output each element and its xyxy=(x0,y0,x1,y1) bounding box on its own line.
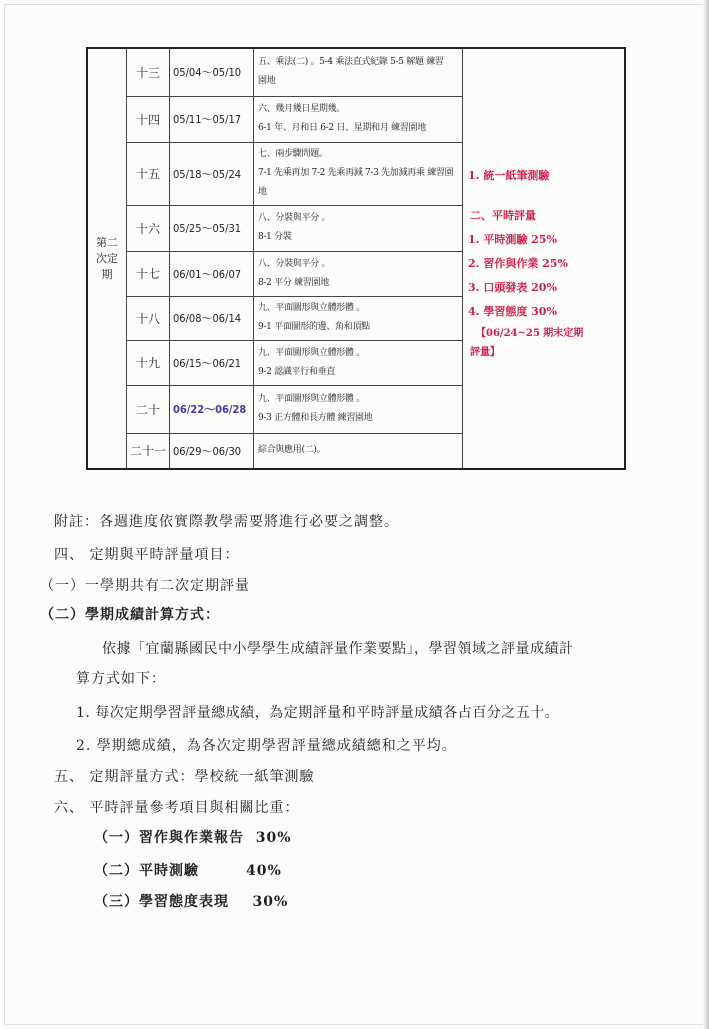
adjustment-note: 附註：各週進度依實際教學需要將進行必要之調整。 xyxy=(54,514,399,530)
period-cell xyxy=(87,48,127,469)
content-cell xyxy=(254,205,463,251)
section-6-heading: 六、 平時評量參考項目與相關比重： xyxy=(54,800,300,816)
week-cell: 二十一 xyxy=(127,433,170,469)
date-cell: 06/01～06/07 xyxy=(170,251,254,296)
week-cell: 十八 xyxy=(127,296,170,340)
content-line: 六、幾月幾日星期幾。 xyxy=(258,104,346,114)
evaluation-cell xyxy=(463,48,626,469)
content-cell xyxy=(254,385,463,433)
page-shadow xyxy=(703,0,709,1029)
content-line: 9-1 平面圖形的邊、角和頂點 xyxy=(258,322,370,332)
content-cell xyxy=(254,96,463,142)
date-cell: 05/04～05/10 xyxy=(170,48,254,96)
week-cell: 二十 xyxy=(127,385,170,433)
section-4-heading: 四、 定期與平時評量項目： xyxy=(54,547,240,563)
week-cell: 十九 xyxy=(127,340,170,385)
content-line: 8-1 分裝 xyxy=(258,232,292,242)
content-line: 9-3 正方體和長方體 練習園地 xyxy=(258,413,373,423)
content-cell xyxy=(254,296,463,340)
content-line: 九、平面圖形與立體形體 。 xyxy=(258,303,365,313)
content-line: 6-1 年、月和日 6-2 日、星期和月 練習園地 xyxy=(258,123,426,133)
basis-line-2: 算方式如下： xyxy=(76,671,166,687)
content-line: 8-2 平分 練習園地 xyxy=(258,277,329,288)
content-line: 八、分裝與平分 。 xyxy=(258,213,331,223)
section-5-heading: 五、 定期評量方式：學校統一紙筆測驗 xyxy=(54,769,315,785)
eval-item: 4. 學習態度 30% xyxy=(468,304,557,318)
calc-rule-2: 2. 學期總成績，為各次定期學習評量總成績總和之平均。 xyxy=(76,738,457,754)
calc-rule-1: 1. 每次定期學習評量總成績，為定期評量和平時評量成績各占百分之五十。 xyxy=(76,705,560,721)
eval-exam: 1. 統一紙筆測驗 xyxy=(468,168,550,182)
date-cell: 06/08～06/14 xyxy=(170,296,254,340)
content-line: 九、平面圖形與立體形體 。 xyxy=(258,347,365,358)
eval-item: 3. 口頭發表 20% xyxy=(468,280,557,294)
content-line: 九、平面圖形與立體形體 。 xyxy=(258,394,365,404)
content-line: 地 xyxy=(258,187,267,197)
content-line: 綜合與應用(二)。 xyxy=(258,445,326,456)
reference-item-3: （三）學習態度表現 30% xyxy=(94,894,289,910)
reference-item-2: （二）平時測驗 40% xyxy=(94,863,282,879)
content-line: 7-1 先乘再加 7-2 先乘再減 7-3 先加減再乘 練習園 xyxy=(258,168,454,178)
content-line: 七、兩步驟問題。 xyxy=(258,149,328,159)
content-line: 八、分裝與平分 。 xyxy=(258,258,331,269)
week-cell: 十六 xyxy=(127,205,170,251)
content-line: 園地 xyxy=(258,76,276,87)
eval-item: 1. 平時測驗 25% xyxy=(468,232,557,246)
basis-line-1: 依據「宜蘭縣國民中小學學生成績評量作業要點」，學習領域之評量成績計 xyxy=(102,641,574,657)
content-cell xyxy=(254,340,463,385)
content-cell xyxy=(254,142,463,205)
date-cell: 06/29～06/30 xyxy=(170,433,254,469)
reference-item-1: （一）習作與作業報告 30% xyxy=(94,830,292,846)
eval-item: 2. 習作與作業 25% xyxy=(468,256,568,270)
week-cell: 十三 xyxy=(127,48,170,96)
period-label: 第二次定期 xyxy=(96,235,118,281)
week-cell: 十四 xyxy=(127,96,170,142)
date-cell-highlighted: 06/22～06/28 xyxy=(170,385,254,433)
date-cell: 05/25～05/31 xyxy=(170,205,254,251)
content-cell xyxy=(254,48,463,96)
date-cell: 05/18～05/24 xyxy=(170,142,254,205)
eval-note: 評量】 xyxy=(470,346,500,358)
section-4-item-2: （二）學期成績計算方式： xyxy=(40,607,220,623)
content-cell xyxy=(254,433,463,469)
week-cell: 十七 xyxy=(127,251,170,296)
eval-heading: 二、平時評量 xyxy=(470,208,536,222)
content-line: 五、乘法(二) 。5-4 乘法直式紀錄 5-5 解題 練習 xyxy=(258,57,444,68)
content-cell xyxy=(254,251,463,296)
date-cell: 06/15～06/21 xyxy=(170,340,254,385)
date-cell: 05/11～05/17 xyxy=(170,96,254,142)
eval-note: 【06/24~25 期末定期 xyxy=(476,327,584,339)
section-4-item-1: （一）一學期共有二次定期評量 xyxy=(40,578,250,594)
schedule-table xyxy=(86,47,626,470)
content-line: 9-2 認識平行和垂直 xyxy=(258,366,336,377)
week-cell: 十五 xyxy=(127,142,170,205)
